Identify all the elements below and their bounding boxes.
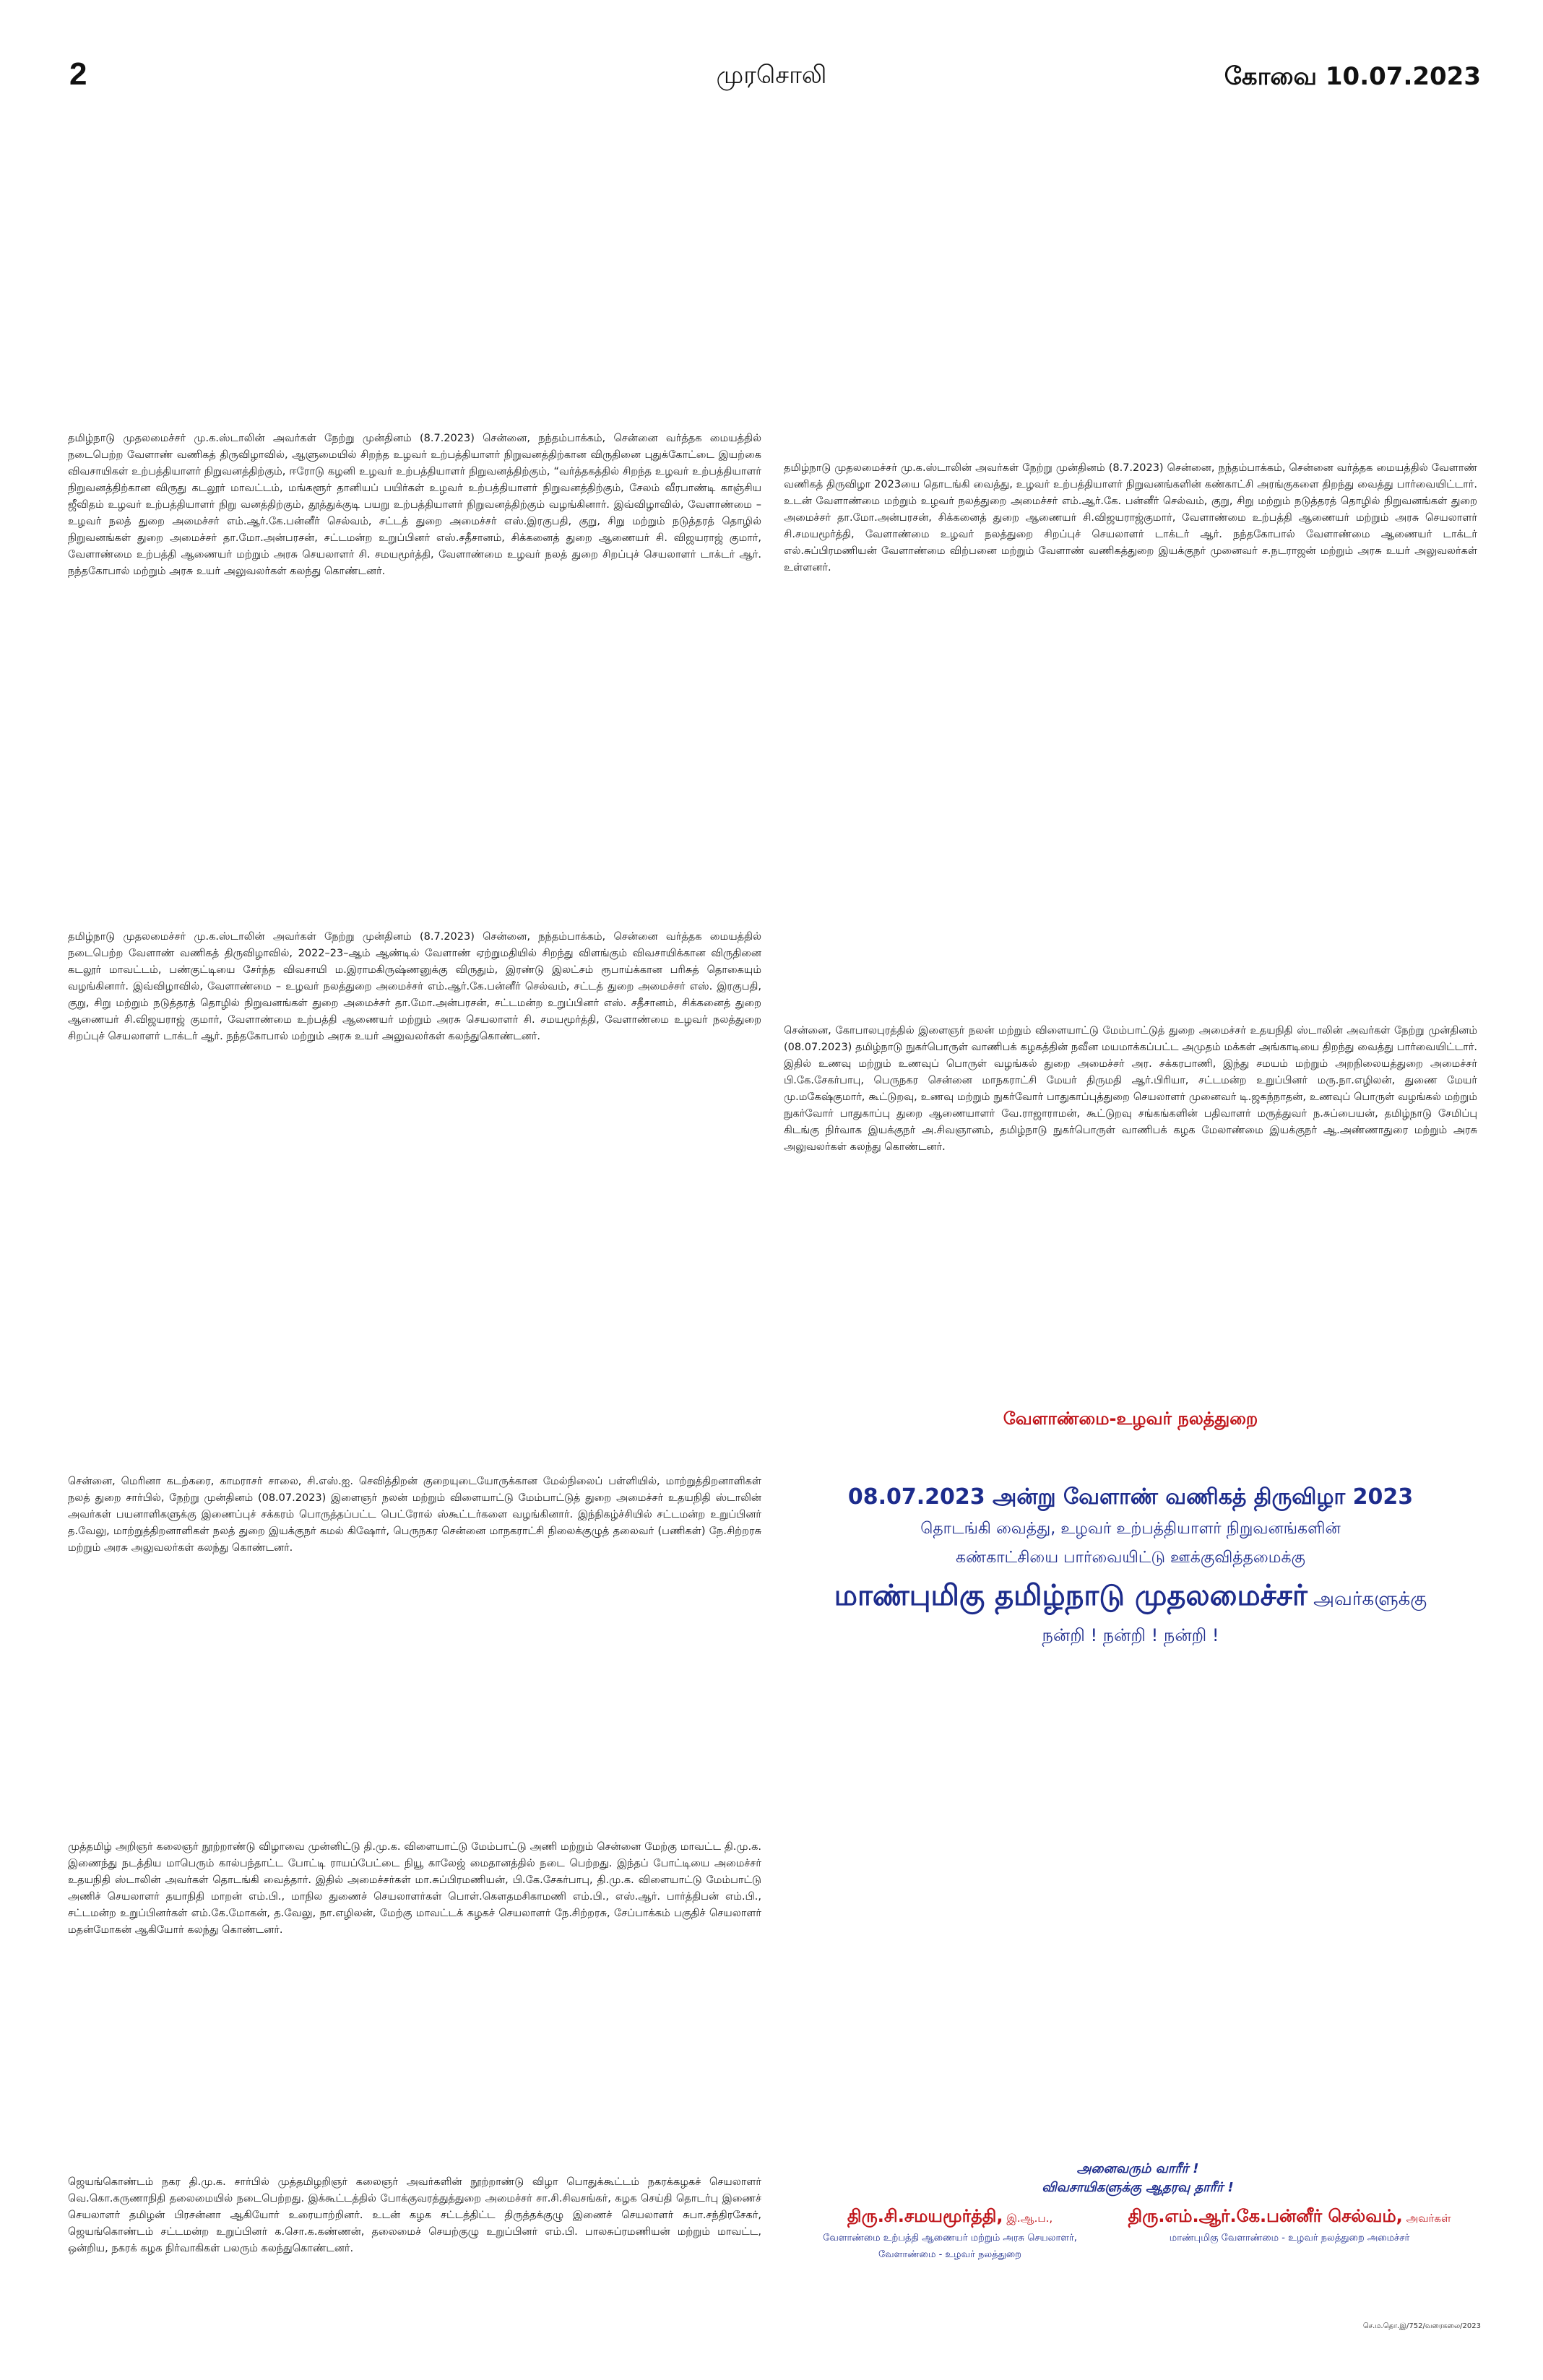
photo-caption-1: தமிழ்நாடு முதலமைச்சர் மு.க.ஸ்டாலின் அவர்கள் நேற்று முன்தினம் (8.7.2023) சென்னை, நந்தம்பாக்கம், சென்னை வர்த்தக மையத்தில் நடைபெற்ற வேளாண் வணிகத் திருவிழாவில், ஆளுமையில் சிறந்த உழவர் உற்பத்தியாளர் நிறுவனத்திற்கான விருதினை புதுக்கோட்டை இயற்கை விவசாயிகள் உற்பத்தியாளர் நிறுவனத்திற்கும், ஈரோடு கழனி உழவர் உற்பத்தியாளர் நிறுவனத்திற்கும், “வர்த்தகத்தில் சிறந்த உழவர் உற்பத்தியாளர் நிறுவனத்திற்கான விருது கடலூர் மாவட்டம், மங்களூர் தானியப் பயிர்கள் உழவர் உற்பத்தியாளர் நிறுவனத்திற்கும், சேலம் வீரபாண்டி காஞ்சிய ஜீவிதம் உழவர் உற்பத்தியாளர் நிறு வனத்திற்கும், தூத்துக்குடி பயறு உற்பத்தியாளர் நிறுவனத்திற்கும் வழங்கினார். இவ்விழாவில், வேளாண்மை – உழவர் நலத் துறை அமைச்சர் எம்.ஆர்.கே.பன்னீர் செல்வம், சட்டத் துறை அமைச்சர் எஸ்.இரகுபதி, குறு, சிறு மற்றும் நடுத்தரத் தொழில் நிறுவனங்கள் துறை அமைச்சர் தா.மோ.அன்பரசன், சட்டமன்ற உறுப்பினர் எஸ்.சதீசானம், சிக்கனைத் துறை ஆணையர் சி. விஜயராஜ் குமார், வேளாண்மை உற்பத்தி ஆணையர் மற்றும் அரசு செயலாளர் சி. சமயமூர்த்தி, வேளாண்மை உழவர் நலத் துறை சிறப்புச் செயலாளர் டாக்டர் ஆர். நந்தகோபால் மற்றும் அரசு உயர் அலுவலர்கள் கலந்து கொண்டனர். [68,433,761,577]
advert-greeting [993,2160,1282,2197]
photo-caption-6: முத்தமிழ் அறிஞர் கலைஞர் நூற்றாண்டு விழாவை முன்னிட்டு தி.மு.க. விளையாட்டு மேம்பாட்டு அணி மற்றும் சென்னை மேற்கு மாவட்ட தி.மு.க. இணைந்து நடத்திய மாபெரும் கால்பந்தாட்ட போட்டி ராயப்பேட்டை நியூ காலேஜ் மைதானத்தில் நடை பெற்றது. இந்தப் போட்டியை அமைச்சர் உதயநிதி ஸ்டாலின் அவர்கள் தொடங்கி வைத்தார். இதில் அமைச்சர்கள் மா.சுப்பிரமணியன், பி.கே.சேகர்பாபு, தி.மு.க. விளையாட்டு மேம்பாட்டு அணிச் செயலாளர் தயாநிதி மாறன் எம்.பி., மாநில துணைச் செயலாளர்கள் பொள்.கௌதமசிகாமணி எம்.பி., எஸ்.ஆர். பார்த்திபன் எம்.பி., சட்டமன்ற உறுப்பினர்கள் எம்.கே.மோகன், த.வேலு, நா.எழிலன், மேற்கு மாவட்டக் கழகச் செயலாளர் நே.சிற்றரசு, சேப்பாக்கம் பகுதிச் செயலாளர் மதன்மோகன் ஆகியோர் கலந்து கொண்டனர். [68,1841,761,1936]
signatory-1-role-2: வேளாண்மை - உழவர் நலத்துறை [878,2249,1022,2260]
photo-caption-3: தமிழ்நாடு முதலமைச்சர் மு.க.ஸ்டாலின் அவர்கள் நேற்று முன்தினம் (8.7.2023) சென்னை, நந்தம்பாக்கம், சென்னை வர்த்தக மையத்தில் நடைபெற்ற வேளாண் வணிகத் திருவிழாவில், 2022–23–ஆம் ஆண்டில் வேளாண் ஏற்றுமதியில் சிறந்து விளங்கும் விவசாயிக்கான விருதினை கடலூர் மாவட்டம், பண்குட்டியை சேர்ந்த விவசாயி ம.இராமகிருஷ்ணனுக்கு விருதும், இரண்டு இலட்சம் ரூபாய்க்கான பரிசுத் தொகையும் வழங்கினார். இவ்விழாவில், வேளாண்மை – உழவர் நலத்துறை அமைச்சர் எம்.ஆர்.கே.பன்னீர் செல்வம், சட்டத் துறை அமைச்சர் எஸ். இரகுபதி, குறு, சிறு மற்றும் நடுத்தரத் தொழில் நிறுவனங்கள் துறை அமைச்சர் தா.மோ.அன்பரசன், சட்டமன்ற உறுப்பினர் எஸ். சதீசானம், சிக்கனைத் துறை ஆணையர் சி.விஜயராஜ் குமார், வேளாண்மை உற்பத்தி ஆணையர் மற்றும் அரசு செயலாளர் சி. சமயமூர்த்தி, வேளாண்மை உழவர் நலத்துறை சிறப்புச் செயலாளர் டாக்டர் ஆர். நந்தகோபால் மற்றும் அரசு உயர் அலுவலர்கள் கலந்துகொண்டனர். [68,931,761,1042]
photo-caption-4: சென்னை, கோபாலபுரத்தில் இளைஞர் நலன் மற்றும் விளையாட்டு மேம்பாட்டுத் துறை அமைச்சர் உதயநிதி ஸ்டாலின் அவர்கள் நேற்று முன்தினம் (08.07.2023) தமிழ்நாடு நுகர்பொருள் வாணிபக் கழகத்தின் நவீன மயமாக்கப்பட்ட அமுதம் மக்கள் அங்காடியை திறந்து வைத்து பார்வையிட்டார். இதில் உணவு மற்றும் உணவுப் பொருள் வழங்கல் துறை அமைச்சர் அர. சக்கரபாணி, இந்து சமயம் மற்றும் அறநிலையத்துறை அமைச்சர் பி.கே.சேகர்பாபு, பெருநகர சென்னை மாநகராட்சி மேயர் திருமதி ஆர்.பிரியா, சட்டமன்ற உறுப்பினர் மரு.நா.எழிலன், துணை மேயர் மு.மகேஷ்குமார், கூட்டுறவு, உணவு மற்றும் நுகர்வோர் பாதுகாப்புத்துறை செயலாளர் முனைவர் டி.ஜகந்நாதன், உணவுப் பொருள் வழங்கல் மற்றும் நுகர்வோர் பாதுகாப்பு துறை ஆணையாளர் வே.ராஜாராமன், கூட்டுறவு சங்கங்களின் பதிவாளர் மருத்துவர் ந.சுப்பையன், தமிழ்நாடு சேமிப்பு கிடங்கு நிர்வாக இயக்குநர் அ.சிவஞானம், தமிழ்நாடு நுகர்பொருள் வாணிபக் கழக மேலாண்மை இயக்குநர் ஆ.அண்ணாதுரை மற்றும் அரசு அலுவலர்கள் கலந்து கொண்டனர். [784,1025,1477,1153]
signatory-1-role-1: வேளாண்மை உற்பத்தி ஆணையர் மற்றும் அரசு செயலாளர், [823,2233,1077,2243]
advert-greeting-2: விவசாயிகளுக்கு ஆதரவு தாரீர் ! [1042,2180,1234,2195]
advert-thanks: நன்றி ! நன்றி ! நன்றி ! [1042,1625,1219,1645]
advert-line-3: கண்காட்சியை பார்வையிட்டு ஊக்குவித்தமைக்கு [956,1549,1305,1567]
edition-date: கோவை 10.07.2023 [1224,62,1481,91]
signatory-2-tag: அவர்கள் [1402,2212,1451,2225]
photo-caption-2: தமிழ்நாடு முதலமைச்சர் மு.க.ஸ்டாலின் அவர்கள் நேற்று முன்தினம் (8.7.2023) சென்னை, நந்தம்பாக்கம், சென்னை வர்த்தக மையத்தில் வேளாண் வணிகத் திருவிழா 2023யை தொடங்கி வைத்து, உழவர் உற்பத்தியாளர் நிறுவனங்களின் கண்காட்சி அரங்குகளை திறந்து வைத்து பார்வையிட்டார். உடன் வேளாண்மை மற்றும் உழவர் நலத்துறை அமைச்சர் எம்.ஆர்.கே. பன்னீர் செல்வம், குறு, சிறு மற்றும் நடுத்தரத் தொழில் நிறுவனங்கள் துறை அமைச்சர் தா.மோ.அன்பரசன், சிக்கனைத் துறை ஆணையர் சி.விஜயராஜ்குமார், வேளாண்மை உற்பத்தி ஆணையர் மற்றும் அரசு செயலாளர் சி.சமயமூர்த்தி, வேளாண்மை உழவர் நலத்துறை சிறப்புச் செயலாளர் டாக்டர் ஆர். நந்தகோபால் வேளாண்மை ஆணையர் டாக்டர் எல்.சுப்பிரமணியன் வேளாண்மை விற்பனை மற்றும் வேளாண் வணிகத்துறை இயக்குநர் முனைவர் ச.நடராஜன் மற்றும் அரசு உயர் அலுவலர்கள் உள்ளனர். [784,462,1477,574]
photo-caption-7: ஜெயங்கொண்டம் நகர தி.மு.க. சார்பில் முத்தமிழறிஞர் கலைஞர் அவர்களின் நூற்றாண்டு விழா பொதுக்கூட்டம் நகரக்கழகச் செயலாளர் வெ.கொ.கருணாநிதி தலைமையில் நடைபெற்றது. இக்கூட்டத்தில் போக்குவரத்துத்துறை அமைச்சர் சா.சி.சிவசங்கர், கழக செய்தி தொடர்பு இணைச் செயலாளர் தமிழன் பிரசன்னா ஆகியோர் உரையாற்றினர். உடன் கழக சட்டத்திட்ட திருத்தக்குழு இணைச் செயலாளர் சுபா.சந்திரசேகர், ஜெயங்கொண்டம் சட்டமன்ற உறுப்பினர் க.சொ.க.கண்ணன், தலைமைச் செயற்குழு உறுப்பினர் எம்.பி. பாலசுப்ரமணியன் மற்றும் மாவட்ட, ஒன்றிய, நகரக் கழக நிர்வாகிகள் பலரும் கலந்துகொண்டனர். [68,2176,761,2254]
signatory-1-name-line [784,2206,1116,2228]
advert-line-2: தொடங்கி வைத்து, உழவர் உற்பத்தியாளர் நிறுவனங்களின் [920,1520,1341,1538]
signatory-2-name: திரு.எம்.ஆர்.கே.பன்னீர் செல்வம், [1128,2206,1403,2226]
signatory-1-tag: இ.ஆ.ப., [1003,2212,1053,2225]
masthead: முரசொலி [716,61,827,90]
signatory-2-role: மாண்புமிகு வேளாண்மை - உழவர் நலத்துறை அமைச்சர் [1169,2233,1410,2243]
advert-chief-minister [784,1579,1477,1616]
signatory-secretary [784,2206,1116,2262]
page-number: 2 [69,56,87,92]
advert-cm-title: மாண்புமிகு தமிழ்நாடு முதலமைச்சர் [834,1579,1308,1612]
advert-headline: 08.07.2023 அன்று வேளாண் வணிகத் திருவிழா 2023 [847,1484,1414,1510]
photo-caption-5: சென்னை, மெரினா கடற்கரை, காமராசர் சாலை, சி.எஸ்.ஐ. செவித்திறன் குறையுடையோருக்கான மேல்நிலைப் பள்ளியில், மாற்றுத்திறனாளிகள் நலத் துறை சார்பில், நேற்று முன்தினம் (08.07.2023) இளைஞர் நலன் மற்றும் விளையாட்டு மேம்பாட்டுத் துறை அமைச்சர் உதயநிதி ஸ்டாலின் அவர்கள் பயனாளிகளுக்கு இணைப்புச் சக்கரம் பொருத்தப்பட்ட பெட்ரோல் ஸ்கூட்டர்களை வழங்கினார். இந்நிகழ்ச்சியில் சட்டமன்ற உறுப்பினர் த.வேலு, மாற்றுத்திறனாளிகள் நலத் துறை இயக்குநர் கமல் கிஷோர், பெருநகர சென்னை மாநகராட்சி நிலைக்குழுத் தலைவர் (பணிகள்) நே.சிற்றரசு மற்றும் அரசு அலுவலர்கள் கலந்து கொண்டனர். [68,1476,761,1554]
advert-cm-suffix: அவர்களுக்கு [1307,1588,1427,1610]
advert-department: வேளாண்மை-உழவர் நலத்துறை [1003,1408,1258,1429]
signatory-1-name: திரு.சி.சமயமூர்த்தி, [847,2206,1003,2226]
advert-code: செ.ம.தொ.இ/752/வரைகலை/2023 [1362,2322,1481,2330]
signatory-2-name-line [1087,2206,1492,2228]
advert-greeting-1: அனைவரும் வாரீர் ! [1076,2161,1199,2176]
signatory-minister [1087,2206,1492,2245]
